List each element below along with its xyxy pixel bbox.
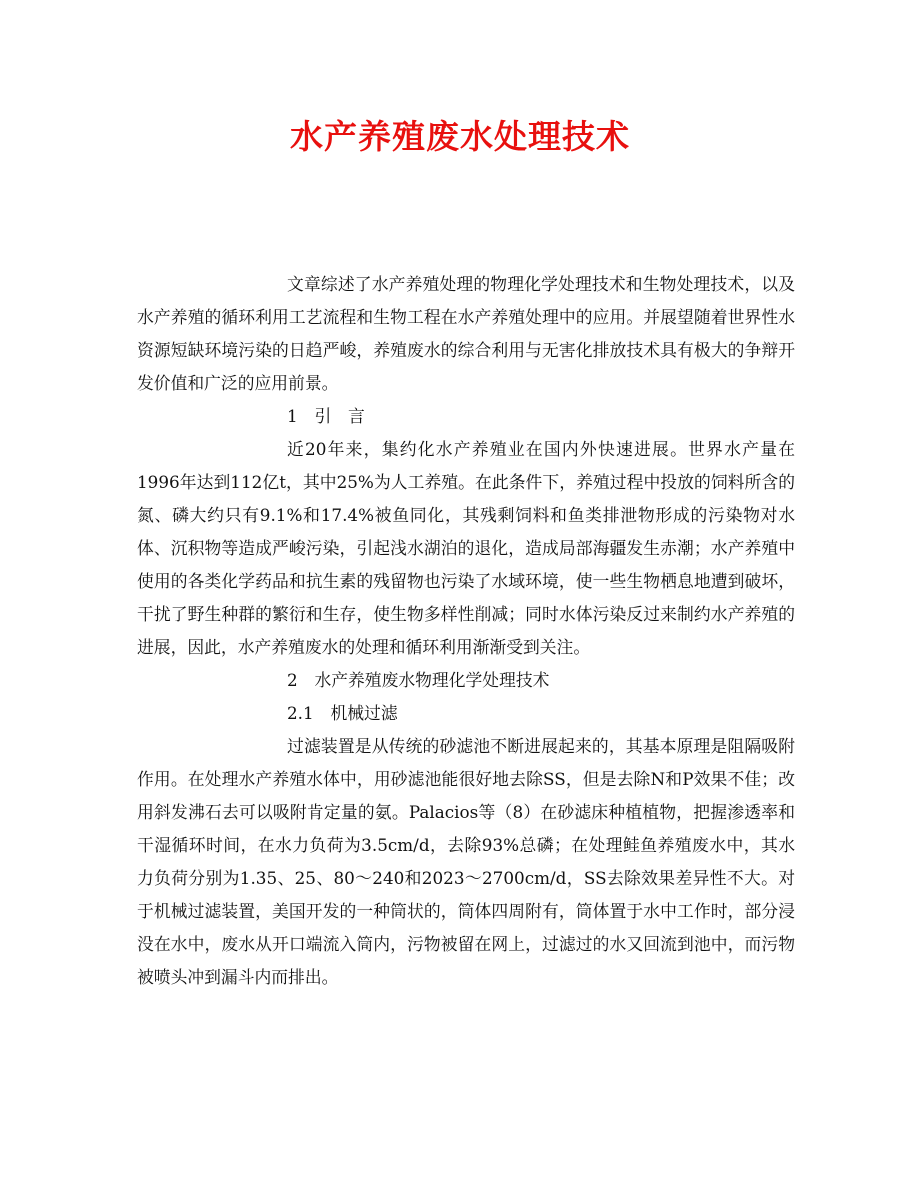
section-1-paragraph: 近20年来，集约化水产养殖业在国内外快速进展。世界水产量在1996年达到112亿t，其中25%为人工养殖。在此条件下，养殖过程中投放的饲料所含的氮、磷大约只有9.1%和17.4%被鱼同化，其残剩饲料和鱼类排泄物形成的污染物对水体、沉积物等造成严峻污染，引起浅水湖泊的退化，造成局部海疆发生赤潮；水产养殖中使用的各类化学药品和抗生素的残留物也污染了水域环境，使一些生物栖息地遭到破坏，干扰了野生种群的繁衍和生存，使生物多样性削减；同时水体污染反过来制约水产养殖的进展，因此，水产养殖废水的处理和循环利用渐渐受到关注。: [137, 439, 795, 657]
section-2-1-heading: 2.1 机械过滤: [287, 703, 398, 723]
section-2-heading: 2 水产养殖废水物理化学处理技术: [287, 670, 550, 690]
section-2-1-paragraph: 过滤装置是从传统的砂滤池不断进展起来的，其基本原理是阻隔吸附作用。在处理水产养殖水体中，用砂滤池能很好地去除SS，但是去除N和P效果不佳；改用斜发沸石去可以吸附肯定量的氨。Palacios等（8）在砂滤床种植植物，把握渗透率和干湿循环时间，在水力负荷为3.5cm/d，去除93%总磷；在处理鲑鱼养殖废水中，其水力负荷分别为1.35、25、80～240和2023～2700cm/d，SS去除效果差异性不大。对于机械过滤装置，美国开发的一种筒状的，筒体四周附有，筒体置于水中工作时，部分浸没在水中，废水从开口端流入筒内，污物被留在网上，过滤过的水又回流到池中，而污物被喷头冲到漏斗内而排出。: [137, 736, 795, 987]
document-title: 水产养殖废水处理技术: [290, 117, 630, 156]
document-body: [137, 268, 795, 994]
section-1-heading: 1 引 言: [287, 406, 365, 426]
abstract-paragraph: 文章综述了水产养殖处理的物理化学处理技术和生物处理技术，以及水产养殖的循环利用工艺流程和生物工程在水产养殖处理中的应用。并展望随着世界性水资源短缺环境污染的日趋严峻，养殖废水的综合利用与无害化排放技术具有极大的争辩开发价值和广泛的应用前景。: [137, 274, 795, 393]
